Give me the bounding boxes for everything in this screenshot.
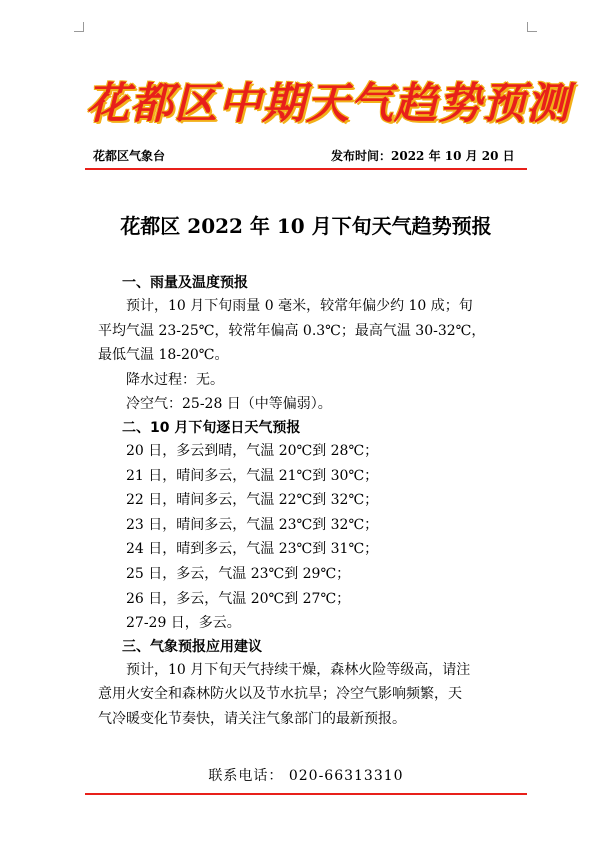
daily-forecast-line: 20 日，多云到晴，气温 20℃到 28℃； — [126, 442, 379, 459]
crop-mark-top-left — [74, 22, 84, 32]
paragraph-line: 气冷暖变化节奏快，请关注气象部门的最新预报。 — [98, 710, 406, 727]
rain-process-line: 降水过程：无。 — [126, 371, 224, 388]
daily-forecast-line: 24 日，晴到多云，气温 23℃到 31℃； — [126, 541, 379, 558]
contact-phone: 联系电话： 020-66313310 — [208, 768, 404, 784]
crop-mark-top-right — [527, 22, 537, 32]
header-divider — [85, 168, 527, 170]
paragraph-line: 预计，10 月下旬雨量 0 毫米，较常年偏少约 10 成；旬 — [126, 298, 473, 314]
masthead-title: 花都区中期天气趋势预测 — [86, 79, 570, 129]
document-body — [98, 272, 518, 732]
paragraph-line: 意用火安全和森林防火以及节水抗旱；冷空气影响频繁，天 — [98, 686, 462, 703]
daily-forecast-line: 22 日，晴间多云，气温 22℃到 32℃； — [126, 492, 379, 509]
daily-forecast-line: 21 日，晴间多云，气温 21℃到 30℃； — [126, 467, 379, 484]
daily-forecast-line: 25 日，多云，气温 23℃到 29℃； — [126, 565, 351, 582]
issuer-name: 花都区气象台 — [93, 149, 166, 163]
document-title: 花都区 2022 年 10 月下旬天气趋势预报 — [120, 214, 492, 238]
section-heading-rain-temperature: 一、雨量及温度预报 — [122, 275, 248, 291]
section-heading-daily-forecast: 二、10 月下旬逐日天气预报 — [122, 419, 301, 436]
daily-forecast-line: 26 日，多云，气温 20℃到 27℃； — [126, 590, 351, 607]
section-heading-advice: 三、气象预报应用建议 — [122, 638, 262, 655]
daily-forecast-line: 27-29 日，多云。 — [126, 615, 241, 632]
paragraph-line: 最低气温 18-20℃。 — [98, 347, 229, 364]
daily-forecast-line: 23 日，晴间多云，气温 23℃到 32℃； — [126, 516, 379, 533]
footer-divider — [85, 793, 527, 795]
paragraph-line: 预计，10 月下旬天气持续干燥，森林火险等级高，请注 — [126, 661, 471, 678]
cold-air-line: 冷空气：25-28 日（中等偏弱）。 — [126, 396, 332, 413]
paragraph-line: 平均气温 23-25℃，较常年偏高 0.3℃；最高气温 30-32℃， — [98, 322, 486, 339]
issue-time: 发布时间：2022 年 10 月 20 日 — [331, 149, 515, 163]
